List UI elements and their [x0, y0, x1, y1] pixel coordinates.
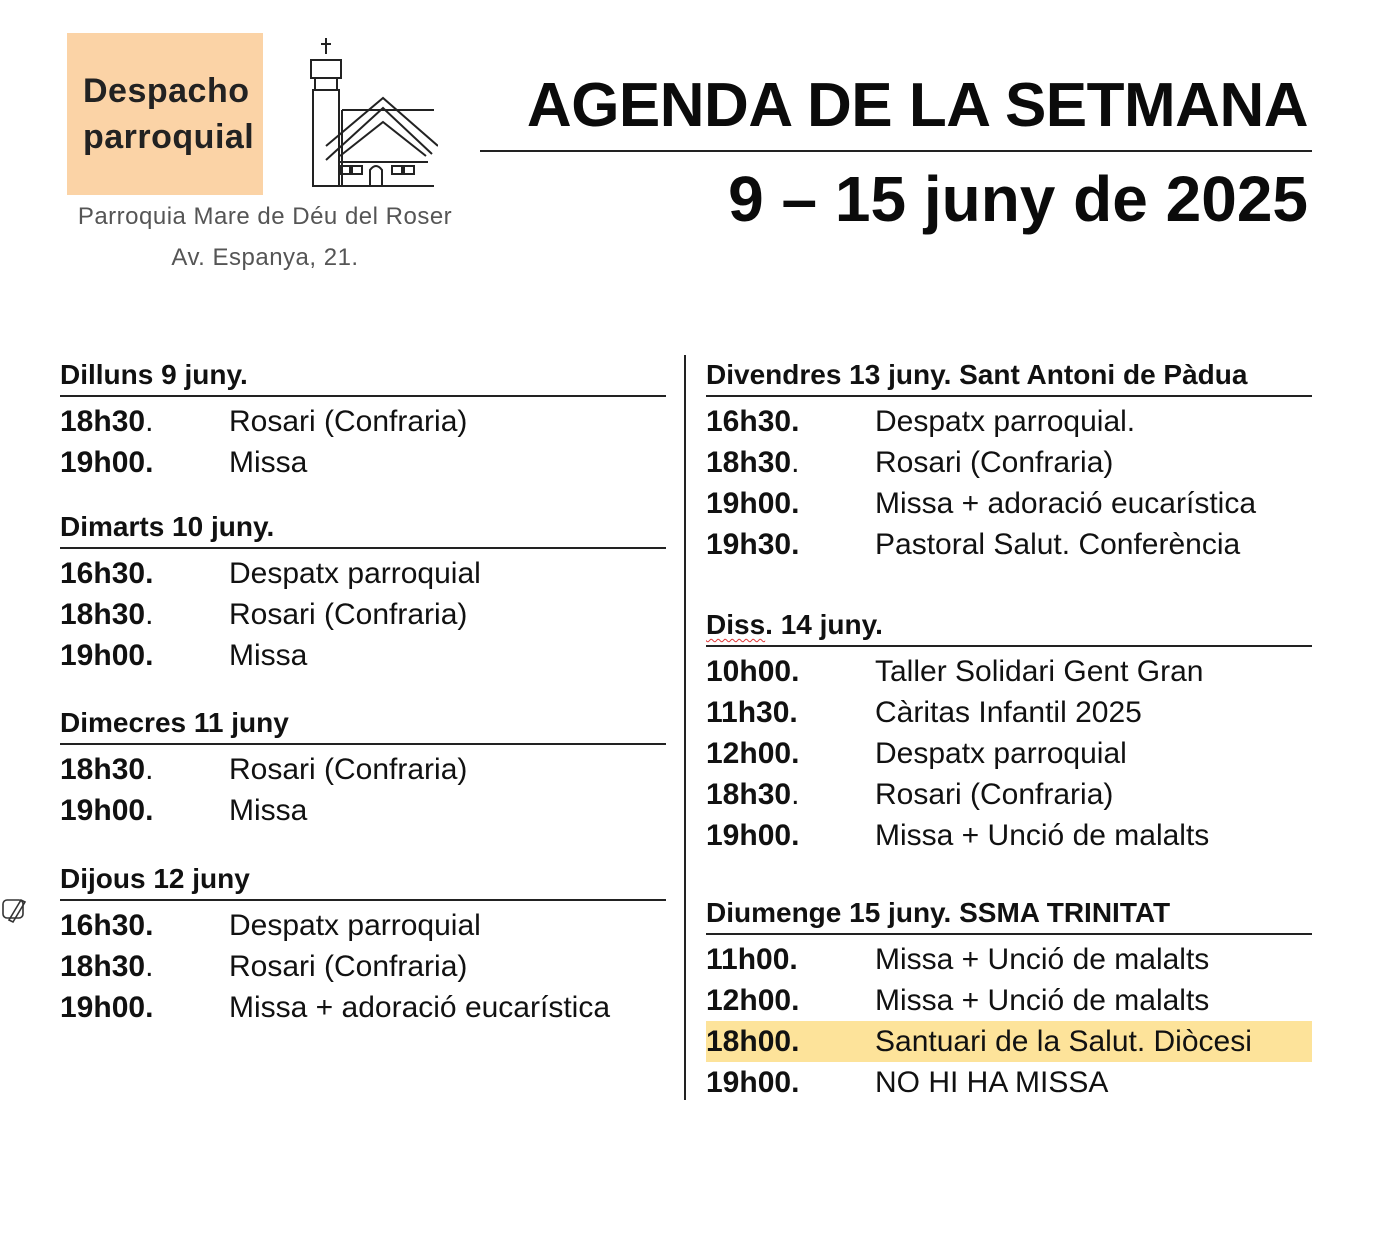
- row-time: 18h30: [60, 598, 146, 631]
- schedule-row: [706, 442, 1312, 483]
- row-activity: Rosari (Confraria): [875, 778, 1114, 811]
- row-time: 18h30: [60, 753, 146, 786]
- row-time: 18h30: [60, 405, 146, 438]
- parish-name: Parroquia Mare de Déu del Roser: [77, 203, 453, 230]
- schedule-row: [60, 594, 666, 635]
- row-activity: Taller Solidari Gent Gran: [875, 655, 1204, 688]
- row-time: 11h30.: [706, 696, 798, 729]
- schedule-row: [60, 905, 666, 946]
- row-activity: Missa + Unció de malalts: [875, 984, 1210, 1017]
- day-heading: Diumenge 15 juny. SSMA TRINITAT: [706, 893, 1312, 935]
- schedule-row: [60, 749, 666, 790]
- day-heading: Dijous 12 juny: [60, 859, 666, 901]
- day-wednesday: [60, 703, 666, 831]
- row-activity: Rosari (Confraria): [229, 405, 468, 438]
- date-range: 9 – 15 juny de 2025: [728, 163, 1308, 235]
- schedule-row: [60, 401, 666, 442]
- schedule-row: [706, 980, 1312, 1021]
- title-rule: [480, 150, 1312, 152]
- row-time-suffix: .: [145, 598, 154, 631]
- row-activity: Missa + adoració eucarística: [875, 487, 1257, 520]
- day-heading: Divendres 13 juny. Sant Antoni de Pàdua: [706, 355, 1312, 397]
- row-activity: Despatx parroquial.: [875, 405, 1136, 438]
- row-activity: Missa: [229, 639, 308, 672]
- schedule-row: [706, 483, 1312, 524]
- day-sunday: [706, 893, 1312, 1103]
- schedule-row: [706, 524, 1312, 565]
- row-time: 19h00.: [60, 794, 154, 827]
- row-time-suffix: .: [145, 950, 154, 983]
- row-activity: Càritas Infantil 2025: [875, 696, 1142, 729]
- row-time: 19h00.: [60, 446, 154, 479]
- schedule-row: [706, 774, 1312, 815]
- schedule-row: [60, 442, 666, 483]
- day-heading: Dimarts 10 juny.: [60, 507, 666, 549]
- parish-address: Av. Espanya, 21.: [171, 244, 359, 271]
- schedule-row: [706, 692, 1312, 733]
- row-activity: Rosari (Confraria): [875, 446, 1114, 479]
- day-heading: Dilluns 9 juny.: [60, 355, 666, 397]
- schedule-row: [706, 651, 1312, 692]
- row-activity: Missa + adoració eucarística: [229, 991, 611, 1024]
- row-time: 19h30.: [706, 528, 800, 561]
- row-activity: Missa + Unció de malalts: [875, 819, 1210, 852]
- row-time: 19h00.: [60, 639, 154, 672]
- row-activity: Missa: [229, 446, 308, 479]
- row-time: 16h30.: [60, 909, 154, 942]
- schedule-row: [60, 946, 666, 987]
- row-time: 19h00.: [706, 487, 800, 520]
- day-tuesday: [60, 507, 666, 676]
- schedule-row: [60, 987, 666, 1028]
- row-time: 19h00.: [60, 991, 154, 1024]
- church-icon: [298, 36, 438, 190]
- row-activity: Missa: [229, 794, 308, 827]
- page-title: AGENDA DE LA SETMANA: [526, 71, 1308, 140]
- row-time: 16h30.: [60, 557, 154, 590]
- row-activity: Despatx parroquial: [229, 557, 481, 590]
- column-divider: [684, 355, 686, 1100]
- schedule-row: [706, 1062, 1312, 1103]
- schedule-row: [706, 815, 1312, 856]
- row-time: 11h00.: [706, 943, 798, 976]
- row-activity: NO HI HA MISSA: [875, 1066, 1109, 1099]
- despacho-logo-box: [67, 33, 263, 195]
- row-time-suffix: .: [791, 778, 800, 811]
- row-activity: Rosari (Confraria): [229, 598, 468, 631]
- edit-pen-icon[interactable]: [0, 896, 30, 924]
- day-heading-rest: . 14 juny.: [765, 609, 883, 640]
- row-activity: Despatx parroquial: [875, 737, 1127, 770]
- row-time: 18h30: [706, 778, 792, 811]
- row-time: 16h30.: [706, 405, 800, 438]
- row-activity: Missa + Unció de malalts: [875, 943, 1210, 976]
- schedule-row: [706, 401, 1312, 442]
- row-time: 19h00.: [706, 1066, 800, 1099]
- logo-line-2: parroquial: [83, 118, 255, 156]
- row-time-suffix: .: [145, 405, 154, 438]
- row-time: 10h00.: [706, 655, 800, 688]
- day-heading: Dimecres 11 juny: [60, 703, 666, 745]
- row-activity: Santuari de la Salut. Diòcesi: [875, 1025, 1252, 1058]
- day-heading: [706, 605, 1312, 647]
- schedule-row: [706, 939, 1312, 980]
- row-activity: Pastoral Salut. Conferència: [875, 528, 1241, 561]
- row-time-suffix: .: [791, 446, 800, 479]
- logo-line-1: Despacho: [83, 72, 250, 110]
- row-time: 12h00.: [706, 984, 800, 1017]
- day-saturday: [706, 605, 1312, 856]
- day-monday: [60, 355, 666, 483]
- row-time: 18h00.: [706, 1025, 800, 1058]
- day-friday: [706, 355, 1312, 565]
- row-time: 12h00.: [706, 737, 800, 770]
- schedule-row-highlighted: [706, 1021, 1312, 1062]
- schedule-row: [60, 553, 666, 594]
- schedule-row: [706, 733, 1312, 774]
- spellcheck-word: Diss: [706, 609, 766, 640]
- row-activity: Rosari (Confraria): [229, 753, 468, 786]
- row-time-suffix: .: [145, 753, 154, 786]
- row-time: 18h30: [706, 446, 792, 479]
- row-time: 19h00.: [706, 819, 800, 852]
- schedule-row: [60, 790, 666, 831]
- day-thursday: [60, 859, 666, 1028]
- row-activity: Despatx parroquial: [229, 909, 481, 942]
- row-activity: Rosari (Confraria): [229, 950, 468, 983]
- row-time: 18h30: [60, 950, 146, 983]
- schedule-row: [60, 635, 666, 676]
